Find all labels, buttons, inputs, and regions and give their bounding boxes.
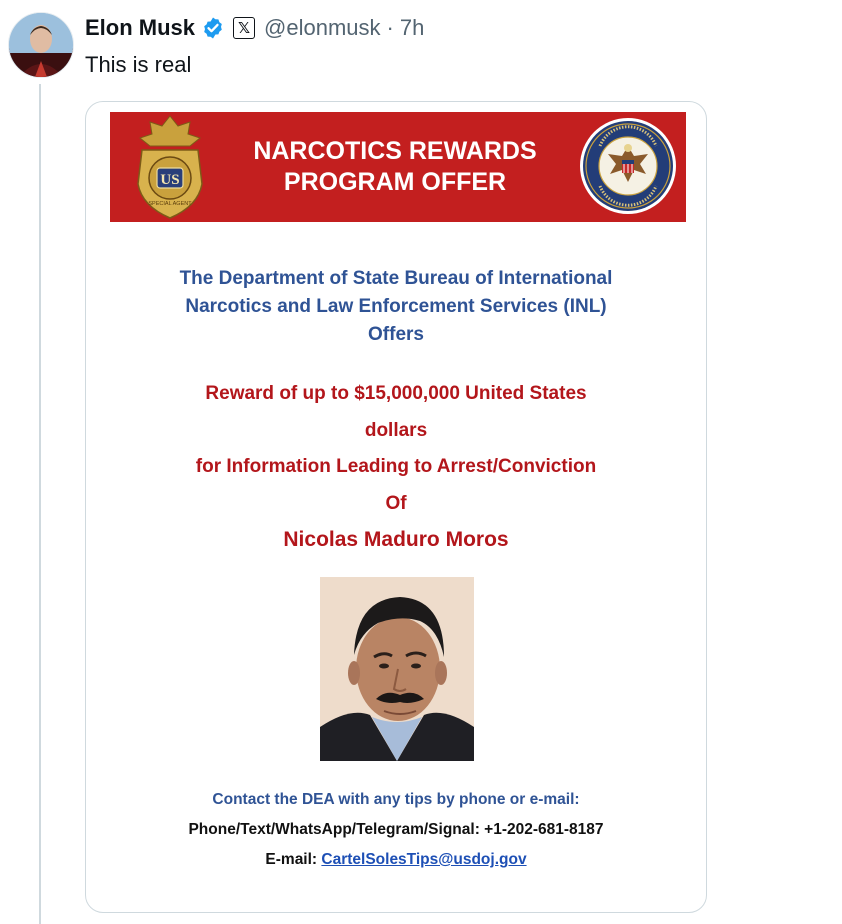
author-handle[interactable]: @elonmusk [264, 15, 381, 40]
tweet-timestamp[interactable]: 7h [399, 15, 425, 40]
reward-line-4: Of [385, 492, 407, 514]
bureau-line-3: Offers [368, 324, 424, 345]
reward-target-name: Nicolas Maduro Moros [283, 528, 509, 551]
reward-statement [86, 376, 706, 559]
dea-badge-text: US [160, 172, 180, 188]
reward-line-2: dollars [364, 419, 428, 441]
poster-banner [110, 112, 686, 222]
avatar[interactable] [8, 12, 74, 78]
email-link[interactable]: CartelSolesTips@usdoj.gov [321, 851, 527, 868]
tweet-media-image[interactable] [85, 101, 707, 913]
x-logo-icon[interactable]: 𝕏 [233, 17, 255, 39]
avatar-portrait-icon [9, 13, 73, 77]
dea-badge-icon [128, 114, 212, 225]
bureau-line-1: The Department of State Bureau of International [179, 268, 613, 289]
bureau-line-2: Narcotics and Law Enforcement Services (INL) [185, 296, 607, 317]
banner-title-line1: NARCOTICS REWARDS [253, 137, 537, 165]
dea-badge-subtext: SPECIAL AGENT [148, 201, 192, 207]
tweet-text: This is real [85, 52, 192, 77]
contact-phone [86, 821, 706, 839]
state-department-seal-icon [578, 116, 678, 221]
phone-number: : +1-202-681-8187 [474, 821, 604, 838]
contact-heading: Contact the DEA with any tips by phone or e-mail: [212, 791, 580, 808]
reward-line-3: for Information Leading to Arrest/Conviction [195, 456, 597, 477]
bureau-statement [86, 265, 706, 349]
email-label: E-mail: [265, 851, 322, 868]
banner-title [230, 112, 560, 222]
phone-label: Phone/Text/WhatsApp/Telegram/Signal [188, 821, 475, 838]
suspect-photo [320, 577, 474, 761]
header-separator: · [386, 15, 394, 40]
thread-line [39, 84, 41, 924]
reward-line-1: Reward of up to $15,000,000 United States [205, 383, 587, 404]
contact-email [86, 851, 706, 869]
banner-title-line2: PROGRAM OFFER [283, 168, 507, 196]
verified-badge-icon[interactable] [201, 16, 225, 40]
tweet-header [85, 14, 424, 42]
author-name[interactable]: Elon Musk [85, 15, 196, 40]
